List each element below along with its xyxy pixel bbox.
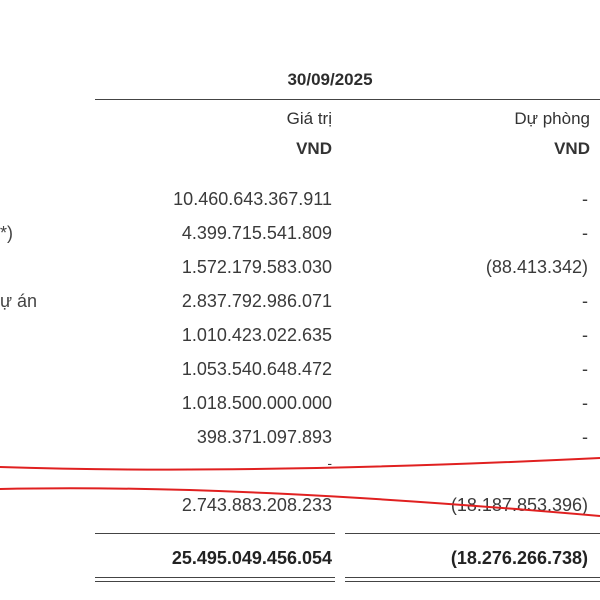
row-provision: - [582, 189, 588, 209]
row-provision: - [582, 223, 588, 243]
row-label: ự án [0, 291, 38, 311]
row-value: 1.572.179.583.030 [181, 257, 332, 277]
subtotal-rule-value [95, 533, 335, 534]
provision-column-unit: VND [554, 139, 590, 158]
row-value: 2.837.792.986.071 [181, 291, 332, 311]
total-double-rule-top-value [95, 577, 335, 578]
row-provision: - [582, 359, 588, 379]
row-provision: (88.413.342) [485, 257, 588, 277]
row-provision: - [582, 427, 588, 447]
total-double-rule-bottom-provision [345, 581, 600, 582]
row-provision: - [582, 325, 588, 345]
total-provision: (18.276.266.738) [450, 548, 588, 568]
total-value: 25.495.049.456.054 [171, 548, 332, 568]
row-value: 10.460.643.367.911 [173, 189, 332, 209]
total-double-rule-bottom-value [95, 581, 335, 582]
red-annotation-line-upper [0, 458, 600, 470]
row-value: 398.371.097.893 [196, 427, 332, 447]
row-value: 1.053.540.648.472 [181, 359, 332, 379]
row-provision: - [582, 393, 588, 413]
provision-column-title: Dự phòng [514, 109, 590, 128]
value-column-title: Giá trị [286, 109, 332, 128]
row-label: *) [0, 223, 13, 243]
row-value: 1.010.423.022.635 [181, 325, 332, 345]
row-provision: (18.187.853.396) [450, 495, 588, 515]
total-double-rule-top-provision [345, 577, 600, 578]
subtotal-rule-provision [345, 533, 600, 534]
value-column-unit: VND [296, 139, 332, 158]
row-value: 2.743.883.208.233 [181, 495, 332, 515]
period-underline [95, 99, 600, 100]
row-value: - [327, 455, 332, 471]
value-column-header [287, 104, 332, 164]
provision-column-header [514, 104, 590, 164]
period-heading: 30/09/2025 [287, 70, 373, 89]
row-provision: - [582, 291, 588, 311]
row-value: 1.018.500.000.000 [181, 393, 332, 413]
row-value: 4.399.715.541.809 [181, 223, 332, 243]
